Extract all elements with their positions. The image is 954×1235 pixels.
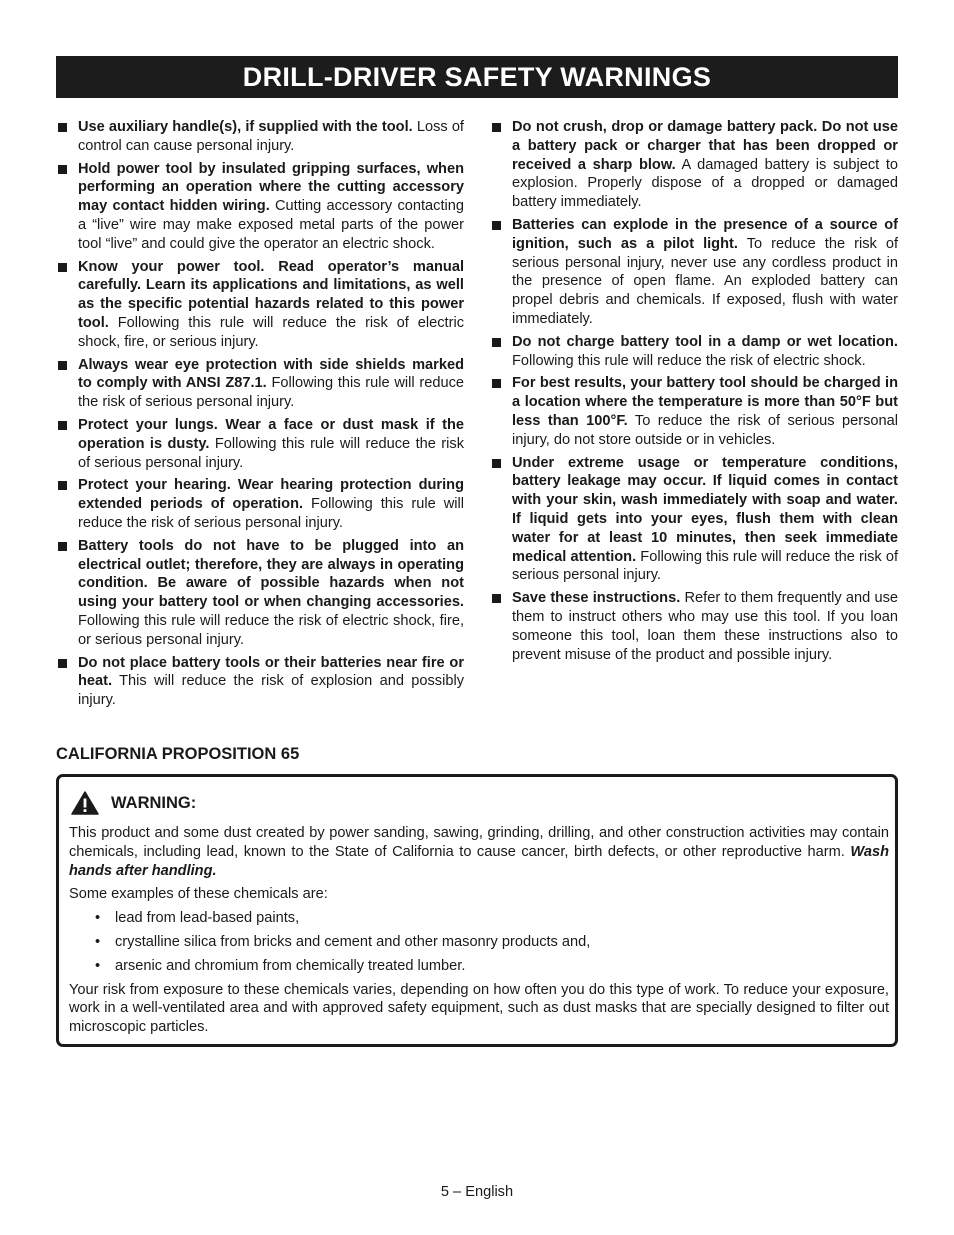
- square-bullet-icon: [492, 338, 501, 347]
- warning-lead: Batteries can explode in the presence of a source of ignition, such as a pilot light.: [512, 216, 898, 252]
- list-item: [69, 909, 889, 928]
- square-bullet-icon: [58, 659, 67, 668]
- page-title: DRILL-DRIVER SAFETY WARNINGS: [242, 61, 712, 92]
- square-bullet-icon: [58, 361, 67, 370]
- warning-intro: [69, 824, 889, 880]
- square-bullet-icon: [58, 263, 67, 272]
- warning-lead: Save these instructions.: [512, 590, 681, 607]
- square-bullet-icon: [492, 594, 501, 603]
- warning-text: Following this rule will reduce the risk of serious personal injury.: [78, 435, 464, 471]
- warning-lead: Know your power tool. Read operator’s manual carefully. Learn its applications and limitations, as well as the specific potential hazards related to this power tool.: [78, 258, 464, 331]
- warning-label: WARNING:: [111, 793, 197, 812]
- square-bullet-icon: [58, 481, 67, 490]
- list-item: [490, 454, 898, 586]
- example-text: lead from lead-based paints,: [115, 910, 300, 927]
- warning-lead: Protect your hearing. Wear hearing protection during extended periods of operation.: [78, 477, 464, 513]
- warning-text: Following this rule will reduce the risk of serious personal injury.: [78, 375, 464, 411]
- list-item: [490, 589, 898, 664]
- title-bar: [56, 56, 898, 98]
- list-item: [56, 356, 464, 412]
- bullet-dot-icon: •: [95, 910, 101, 927]
- warning-box: [56, 774, 898, 1047]
- warning-text: Following this rule will reduce the risk of serious personal injury.: [78, 496, 464, 531]
- warning-closing: Your risk from exposure to these chemicals varies, depending on how often you do this type of work. To reduce your exposure, work in a well-ventilated area and with approved safety equipment, such as dust masks that are specially designed to filter out microscopic particles.: [69, 981, 889, 1036]
- warning-lead: Always wear eye protection with side shields marked to comply with ANSI Z87.1.: [78, 356, 464, 392]
- list-item: [56, 258, 464, 352]
- warning-header: [71, 791, 196, 815]
- warning-lead: Do not charge battery tool in a damp or wet location.: [512, 333, 898, 350]
- warning-text: Following this rule will reduce the risk of electric shock, fire, or serious injury.: [78, 314, 464, 350]
- list-item: [490, 118, 898, 212]
- warning-text: Following this rule will reduce the risk of electric shock.: [512, 352, 866, 369]
- list-item: [56, 476, 464, 532]
- warning-lead: Under extreme usage or temperature conditions, battery leakage may occur. If liquid comes in contact with your skin, wash immediately with soap and water. If liquid gets into your eyes, flush them with clean water for at least 10 minutes, then seek immediate medical attention.: [512, 454, 898, 565]
- section-heading: CALIFORNIA PROPOSITION 65: [56, 745, 300, 763]
- examples-list: [69, 909, 889, 975]
- warning-text: Following this rule will reduce the risk of electric shock, fire, or serious personal injury.: [78, 612, 464, 648]
- warning-text: Loss of control can cause personal injury.: [78, 119, 464, 154]
- square-bullet-icon: [492, 123, 501, 132]
- warning-lead: Hold power tool by insulated gripping surfaces, when performing an operation where the cutting accessory may contact hidden wiring.: [78, 160, 464, 215]
- page-footer: 5 – English: [440, 1184, 514, 1200]
- warning-text: This will reduce the risk of explosion and possibly injury.: [78, 673, 464, 709]
- warning-lead: Do not place battery tools or their batteries near fire or heat.: [78, 654, 464, 690]
- warning-text: Following this rule will reduce the risk of serious personal injury.: [512, 548, 898, 584]
- warning-lead: For best results, your battery tool should be charged in a location where the temperature is more than 50°F but less than 100°F.: [512, 375, 898, 429]
- examples-intro: Some examples of these chemicals are:: [69, 886, 328, 903]
- list-item: [490, 216, 898, 329]
- list-item: [69, 933, 889, 952]
- square-bullet-icon: [58, 542, 67, 551]
- square-bullet-icon: [58, 123, 67, 132]
- square-bullet-icon: [58, 421, 67, 430]
- right-column: [490, 118, 898, 668]
- list-item: [69, 957, 889, 976]
- warning-text: To reduce the risk of serious personal injury, never use any cordless product in the presence of open flame. An exploded battery can propel debris and chemicals. If exposed, flush with water immediately.: [512, 235, 898, 327]
- warning-lead: Battery tools do not have to be plugged into an electrical outlet; therefore, they are always in operating condition. Be aware of possible hazards when not using your battery tool or when changing accessories.: [78, 537, 464, 611]
- example-text: arsenic and chromium from chemically treated lumber.: [115, 957, 466, 974]
- list-item: [56, 118, 464, 156]
- bullet-dot-icon: •: [95, 933, 101, 950]
- warning-lead: Do not crush, drop or damage battery pack. Do not use a battery pack or charger that has been dropped or received a sharp blow.: [512, 119, 898, 173]
- list-item: [56, 160, 464, 254]
- left-column: [56, 118, 464, 714]
- list-item: [56, 537, 464, 650]
- warning-text: Refer to them frequently and use them to instruct others who may use this tool. If you loan someone this tool, loan them these instructions also to prevent misuse of the product and possible injury.: [512, 590, 898, 663]
- warning-text: Cutting accessory contacting a “live” wire may make exposed metal parts of the power tool “live” and could give the operator an electric shock.: [78, 198, 464, 252]
- list-item: [490, 374, 898, 449]
- bullet-dot-icon: •: [95, 957, 101, 974]
- warning-lead: Use auxiliary handle(s), if supplied with the tool.: [78, 119, 413, 135]
- intro-text: This product and some dust created by power sanding, sawing, grinding, drilling, and other construction activities may contain chemicals, including lead, known to the State of California to cause cancer, birth defects, or other reproductive harm.: [69, 825, 889, 860]
- square-bullet-icon: [492, 459, 501, 468]
- example-text: crystalline silica from bricks and cement and other masonry products and,: [115, 933, 591, 950]
- square-bullet-icon: [492, 379, 501, 388]
- warning-triangle-icon: [71, 791, 99, 815]
- warning-lead: Protect your lungs. Wear a face or dust mask if the operation is dusty.: [78, 416, 464, 452]
- warning-text: A damaged battery is subject to explosion. Properly dispose of a dropped or damaged battery immediately.: [512, 156, 899, 211]
- list-item: [56, 416, 464, 472]
- warning-text: To reduce the risk of serious personal injury, do not store outside or in vehicles.: [512, 412, 898, 448]
- list-item: [56, 654, 464, 710]
- square-bullet-icon: [492, 221, 501, 230]
- warning-body: [69, 824, 889, 1042]
- wash-hands-note: Wash hands after handling.: [69, 843, 889, 879]
- square-bullet-icon: [58, 165, 67, 174]
- list-item: [490, 333, 898, 371]
